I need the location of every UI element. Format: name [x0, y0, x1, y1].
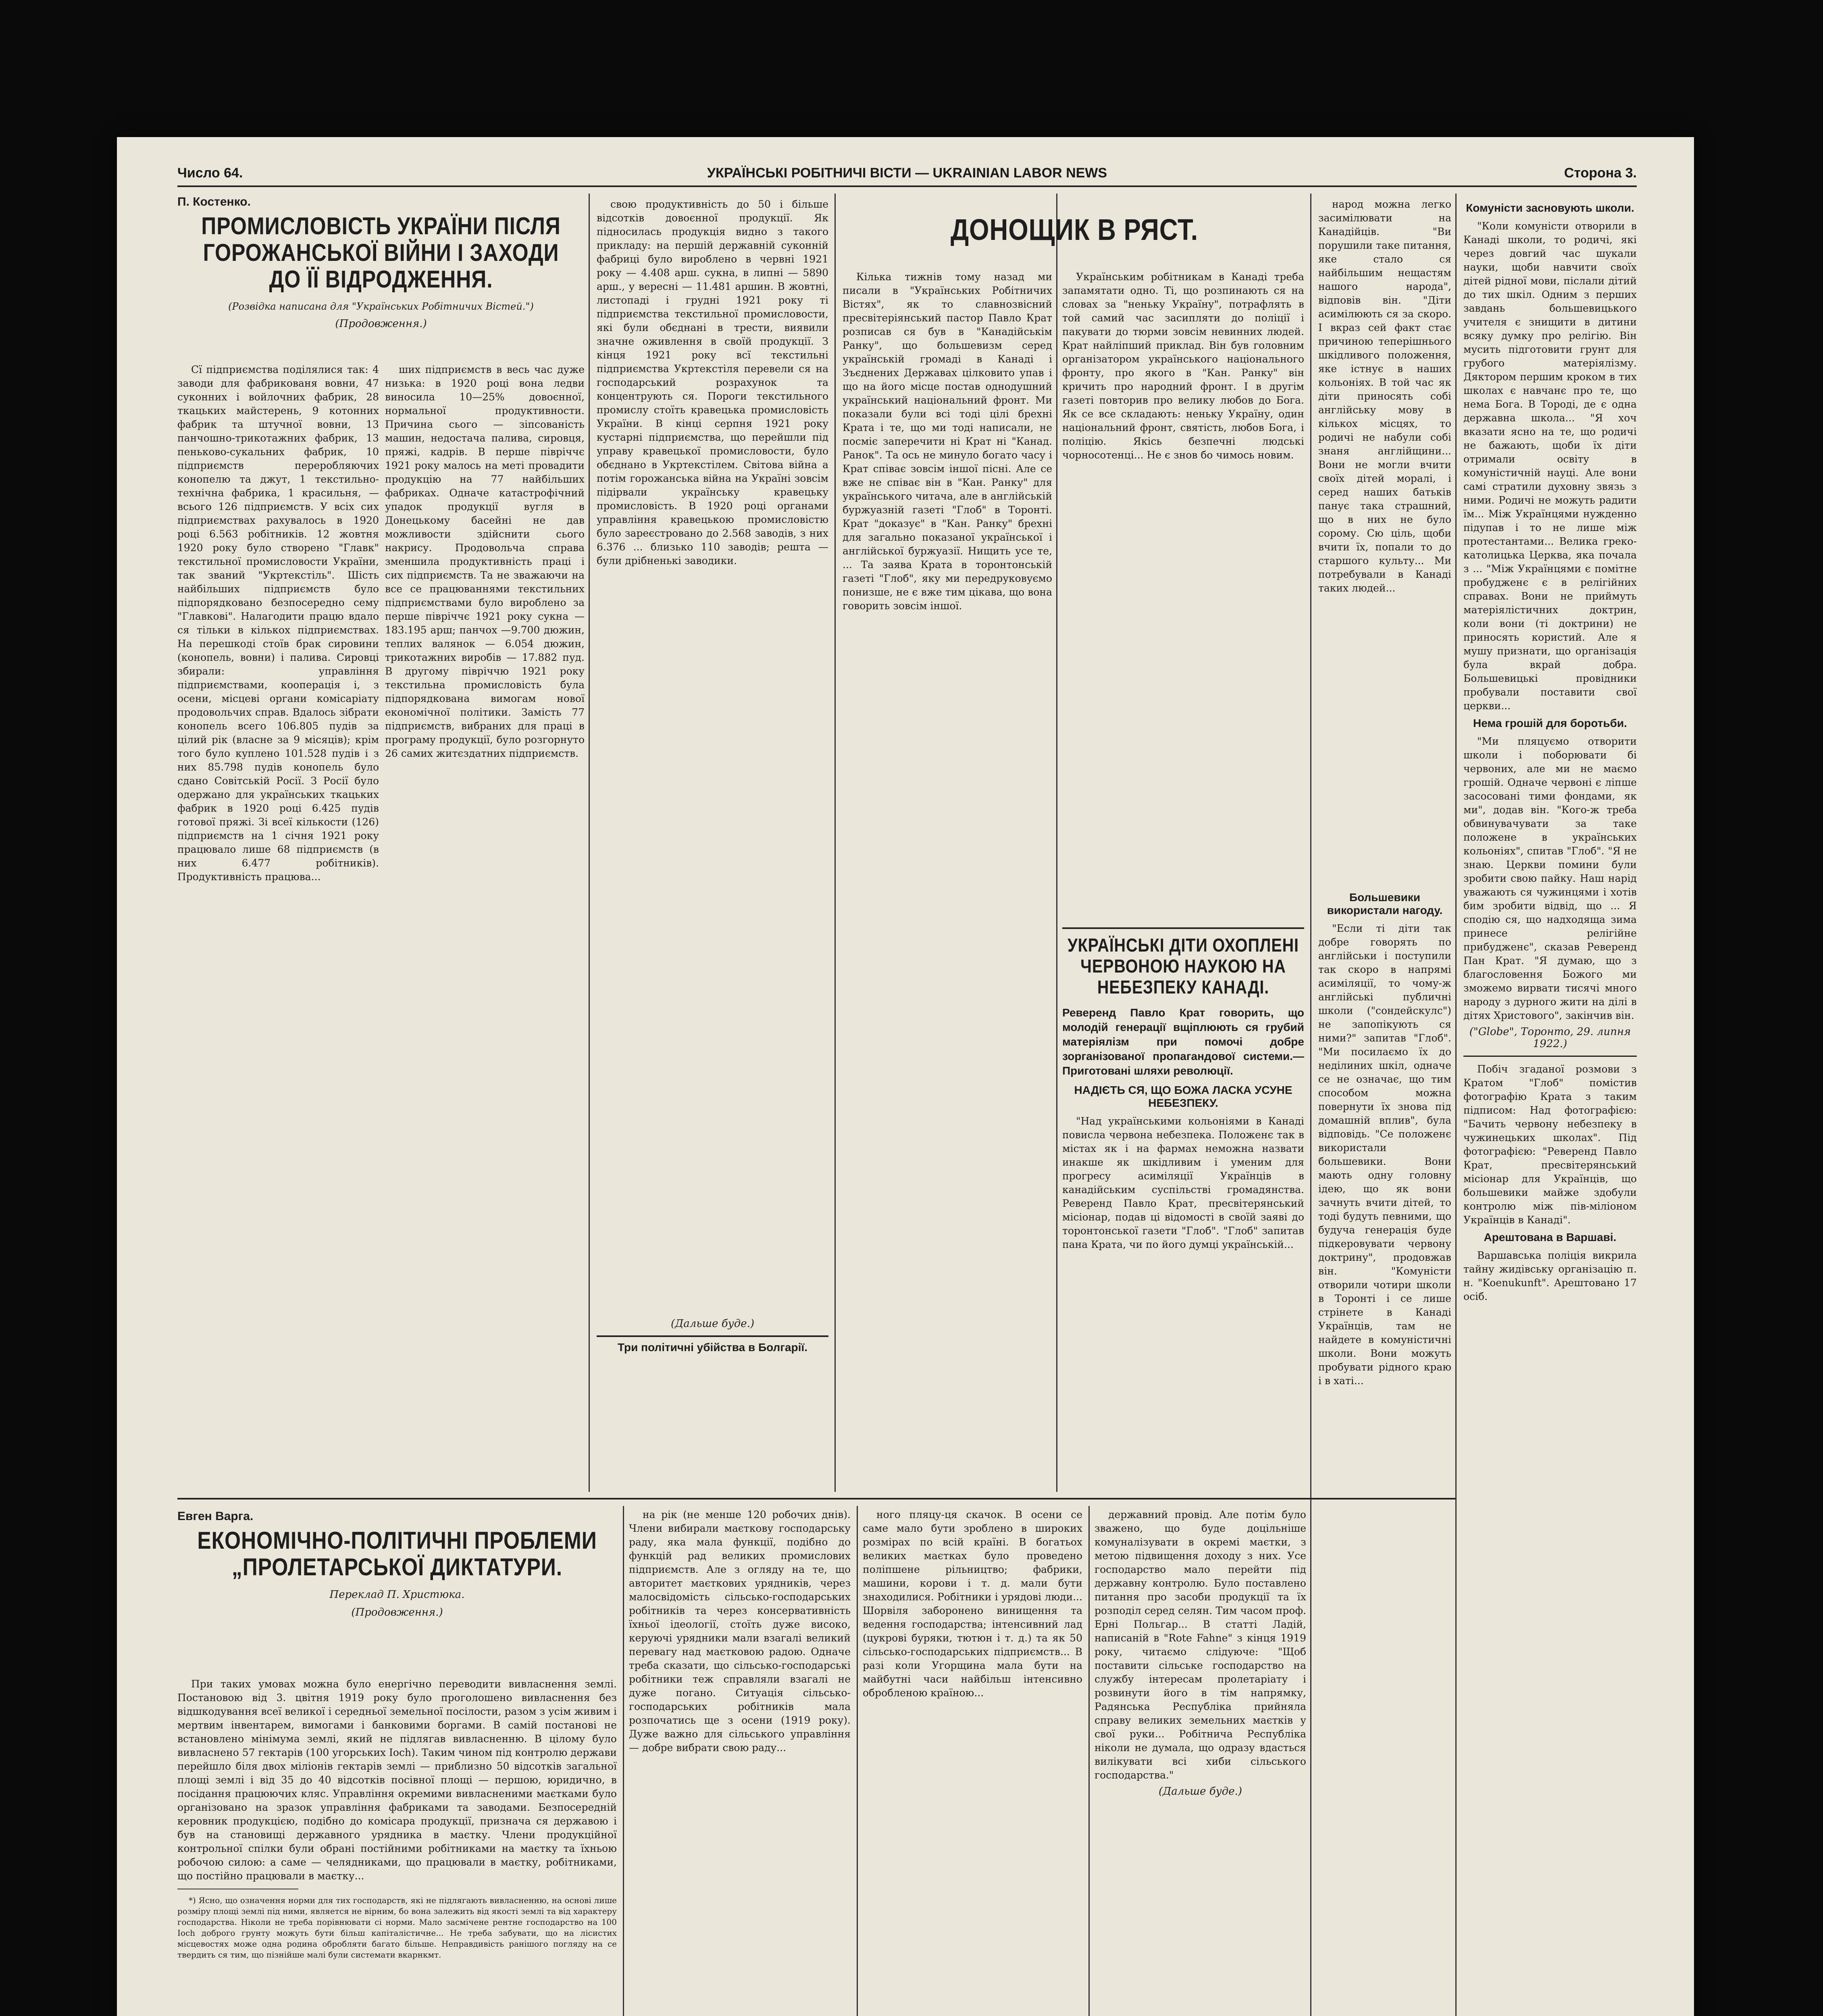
continued-note: (Продовження.) — [351, 1606, 443, 1618]
section-heading: Арештована в Варшаві. — [1484, 1231, 1617, 1243]
footnote: *) Ясно, що означення норми для тих господарств, які не підлягають вивласненню, на основі лише розміру площі землі під ними, является не вірним, бо вона залежить від якості землі та від характеру господарства. Ніколи не треба порівнювати сі норми. Мало засмічене рентне господарство на 100 Іоch доброго грунту можуть бути більш капіталістичне... Не треба забувати, що на лісистих місцевостях може одна родина обробляти багато більше. Неправдивість ранішого погляду на се твердить ся тим, що пізнійше малі були системати вкарнкмт. — [177, 1895, 617, 1960]
column-rule — [589, 194, 590, 1492]
section-rule — [177, 1498, 1455, 1500]
article-industry-col2 — [385, 363, 585, 1488]
headline: ПРОМИСЛОВІСТЬ УКРАЇНИ ПІСЛЯ ГОРОЖАНСЬКОЇ ВІЙНИ І ЗАХОДИ ДО ЇЇ ВІДРОДЖЕННЯ. — [201, 212, 561, 293]
page-number: Сторона 3. — [1564, 165, 1637, 181]
continued-note: (Продовження.) — [335, 318, 427, 330]
body-text: Українським робітникам в Канаді треба запамятати одно. Ті, що розпинають ся на словах за "неньку Україну", потрафлять в той самий час засипляти до поліції і пакувати до тюрми зовсім невинних людей. Крат найліпший приклад. Він був головним організатором українського національного фронту, про якого в "Кан. Ранку" він кричить про народний фронт. І в другім газеті повторив про велику любов до Бога. Як се все складають: неньку Україну, один національний фронт, святість, любов Бога, і поліцію. Якісь безпечні людські чорносотенці... Не є знов бо чимось новим. — [1062, 271, 1304, 461]
body-text: "Над українськими кольоніями в Канаді повисла червона небезпека. Положенє так в містах як і на фармах неможна назвати инакше як шкідливим і уменим для прогресу асиміляції Українців в канадійським суспільстві громадянства. Реверенд Павло Крат, пресвітерянський місіонар, подав ці відомості в своїй заяві до торонтонської газети "Глоб". "Глоб" запитав пана Крата, чи по його думці українській... — [1062, 1115, 1304, 1250]
bulgaria-box — [597, 1314, 828, 1492]
children-headline: УКРАЇНСЬКІ ДІТИ ОХОПЛЕНІ ЧЕРВОНОЮ НАУКОЮ НА НЕБЕЗПЕКУ КАНАДІ. — [1068, 935, 1299, 998]
dateline: ("Globe", Торонто, 29. липня 1922.) — [1469, 1026, 1631, 1050]
article-schools — [1463, 198, 1637, 2016]
column-rule — [835, 194, 836, 1492]
author: П. Костенко. — [177, 195, 251, 208]
continued-tag: (Дальше буде.) — [1159, 1785, 1242, 1797]
article-industry-col1 — [177, 363, 379, 1488]
body-text: При таких умовах можна було енергічно переводити вивласнення землі. Постановою від 3. цвітня 1919 року було проголошено вивласнення без відшкодування всеї великої і середньої земельної посілости, разом з усім живим і мертвим інвентарем, вимогами і банковими боргами. В самій постанові не встановлено мінімума землі, який не підлягав вивласненню. В цілому було вивласнено 57 гектарів (100 угорських Іоch). Таким чином під контролю держави перейшло біля двох міліонів гектарів землі — приблизно 50 відсотків загальної площі землі і від 35 до 40 відсотків посівної площі — першою, юридично, в посідання працюючих кляс. Управління окремими вивласненими маєтками було організовано на зразок управління фабриками та заводами. Безпосередній керовник продукцією, подібно до комісара продукції, признача ся державою і був на становищі державного урядника в маєтку. Члени продукційної контрольної спілки були обрані постійними робітниками на маєтку та їхньою робочою силою: а саме — челядниками, що працювали в маєтку, робітниками, що постійно працювали в маєтку... — [177, 1678, 617, 1882]
body-text: Варшавська поліція викрила тайну жидівську організацію п. н. "Koenukunft". Арештовано 17 осіб. — [1463, 1250, 1637, 1302]
body-text: Побіч згаданої розмови з Кратом "Глоб" помістив фотографію Крата з таким підписом: Над фотографією: "Бачить червону небезпеку в чужинецьких школах". Під фотографією: "Реверенд Павло Крат, пресвітерянський місіонар для Українців, що большевики майже здобули контролю між пів-міліоном Українців в Канаді". — [1463, 1063, 1637, 1226]
column-rule — [1056, 194, 1057, 1492]
section-heading: Нема грошій для боротьби. — [1473, 717, 1627, 729]
section-heading: Большевики використали нагоду. — [1327, 891, 1443, 916]
issue-number: Число 64. — [177, 165, 243, 181]
subtitle: (Розвідка написана для "Українських Робітничих Вістей.") — [228, 301, 534, 312]
article-informer-heading — [843, 198, 1306, 270]
body-text: "Если ті діти так добре говорять по англійськи і поступили так скоро в напрямі асиміляції, то чому-ж англійські публичні школи ("сондейскулс") не запопікують ся ними?" запитав "Глоб". "Ми посилаємо їх до неділиних шкіл, одначе се не означає, що тим способом можна повернути їх знова під домашній вплив", була відповідь. "Се положенє використали большевики. Вони мають одну головну ідею, що як вони зачнуть вчити дітей, то тоді будуть певними, що будуча генерація буде підкеровувати червону доктрину", продовжав він. "Комуністи отворили чотири школи в Торонті і се лише стрінете в Канаді Українців, там не найдете в комуністичні школи. Вони можуть пробувати рідного краю і в хаті... — [1318, 923, 1451, 1387]
headline: ЕКОНОМІЧНО-ПОЛІТИЧНІ ПРОБЛЕМИ „ПРОЛЕТАРСЬКОЇ ДИКТАТУРИ. — [197, 1527, 597, 1581]
bolsheviks-section — [1318, 887, 1451, 1492]
author: Евген Варга. — [177, 1510, 254, 1523]
body-text: на рік (не менше 120 робочих днів). Члени вибирали маєткову господарську раду, яка мала функції, подібно до функцій рад великих промислових підприємств. Але з огляду на те, що авторитет маєткових урядників, через малосвідомість сільсько-господарських робітників та через консервативність їхньої ідеології, стоїть дуже високо, керуючі урядники мали взагалі великий перевагу над маєтковою радою. Одначе треба сказати, що сільсько-господарські робітники теж справляли взагалі не дуже погано. Ситуація сільсько-господарських робітників мала розпочатись ще з осени (1919 року). Дуже важно для сільського управління — добре вибрати свою раду... — [629, 1509, 851, 1754]
translator: Переклад П. Христюка. — [329, 1589, 465, 1601]
body-text: "Ми пляцуємо отворити школи і поборювати бі червоних, але ми не маємо грошій. Одначе червоні є ліпше засосовані тими фондами, як ми", додав він. "Кого-ж треба обвинувачувати за таке положене в українських кольоніях", спитав "Глоб". "Я не знаю. Церкви помини були зробити свою пайку. Наш нарід уважають ся чужинцями і хотів бим зробити відвід, що ... Я сподію ся, що надходяща зима принесе релігійне прибудженє", сказав Реверенд Пан Крат. "Я думаю, що з благословення Божого ми зможемо вирвати тисячі много народу з дурного жити на ділі в дітях Христового", закінчив він. — [1463, 735, 1637, 1021]
column-rule — [1088, 1506, 1090, 2016]
article-varga-col4 — [1095, 1508, 1306, 2016]
body-text: Сї підприємства поділялися так: 4 заводи для фабрикованя вовни, 47 суконних і войлочних фабрик, 28 ткацьких майстерень, 9 котонних фабрик та штучної вовни, 13 панчошно-трикотажних фабрик, 13 пеньково-сукальних фабрик, 10 підприємств переробляючих конопелю та джут, 1 текстильно-технічна фабрика, 1 красильня, — всього 126 підприємств. У всіх сих підприємствах рахувалось в 1920 році 6.563 робітників. 12 жовтня 1920 року було створено "Главк" текстильної промисловости України, так званий "Укртекстіль". Шість найбільших підприємств було підпорядковано безпосередно сему "Главкові". Налагодити працю вдало ся тільки в кількох підприємствах. На перешкоді стоїв брак сировини (конопель, вовни) і палива. Сировці збирали: управління підприємствами, кооперація і, з осени, місцеві органи комісаріату продовольчих справ. Вдалось зібрати конопель всего 106.805 пудів за цілий рік (власне за 9 місяців); крім того було куплено 101.528 пудів і з них 85.798 пудів конопель було сдано Совітській Росії. З Росії було одержано для українських ткацьких фабрик в 1920 році 6.425 пудів готової пряжі. Зі всеї кількости (126) підприємств на 1 січня 1921 року працювало лише 68 підприємств (в них 6.477 робітників). Продуктивність працюва... — [177, 364, 379, 883]
masthead-title: УКРАЇНСЬКІ РОБІТНИЧІ ВІСТИ — UKRAINIAN LABOR NEWS — [707, 165, 1107, 181]
column-rule — [1310, 194, 1311, 2016]
article-varga-heading — [177, 1508, 617, 1677]
newspaper-page — [117, 137, 1694, 2016]
article-informer-col3 — [1318, 198, 1451, 883]
article-industry-col3 — [597, 198, 828, 1310]
continued-tag: (Дальше буде.) — [671, 1318, 754, 1330]
column-rule — [1455, 194, 1457, 2016]
article-varga-col2 — [629, 1508, 851, 2016]
column-rule — [623, 1506, 624, 2016]
body-text: "Коли комуністи отворили в Канаді школи, то родичі, які через довгий час шукали науки, щоби навчити своїх дітей рідної мови, післали дітий до тих шкіл. Одним з перших завдань большевицького учителя є знищити в дитини всяку думку про релігію. Він мусить підготовити грунт для грубого матеріялізму. Дяктором першим кроком в тих школах є навчанє про те, що нема Бога. В Тороді, де є одна державна школа... "Я хоч вказати ясно на те, що родичі не бажають, щоби їх діти отримали освіту в комуністичній науці. Але вони самі стратили духовну звязь з ними. Родичі не можуть радити їм... Між Українцями нужденно підупав і то не лише між протестантами... Велика греко-католицька Церква, яка почала з ... "Між Українцями є помітне пробудженє є в релігійних справах. Вони не приймуть матеріялістичних доктрин, коли вони (ті доктрини) не приносять користий. Але я мушу признати, що організація була вкрай добра. Большевицькі провідники пробували поставити свої церкви... — [1463, 220, 1637, 712]
section-heading: Комуністи засновують школи. — [1466, 202, 1634, 214]
article-varga-col3 — [863, 1508, 1082, 2016]
article-children — [1062, 927, 1304, 1492]
column-rule — [857, 1506, 858, 2016]
body-text: ших підприємств в весь час дуже низька: в 1920 році вона ледви виносила 10—25% довоєнної, нормальної продуктивности. Причина сього — зіпсованість машин, недостача палива, сировця, пряжі, кадрів. В перше півріччє 1921 року малось на меті провадити продукцію на 77 найбільших фабриках. Одначе катастрофічний упадок продукції вугля в Донецькому басейні не дав можливости здійснити сього накрису. Продовольча справа зменшила продуктивність праці і сих підприємств. Та не зважаючи на все се працюваннями текстильних підприємствами було вироблено за перше півріччє 1921 року сукна — 183.195 арш; панчох —9.700 дюжин, теплих валянок — 6.054 дюжин, трикотажних виробів — 17.882 пуд. В другому півріччю 1921 року текстильна промисловість була підпорядкована вимогам нової економічної політики. Замість 77 підприємств, вибраних для праці в програму продукції, було розгорнуто 26 самих житєздатних підприємств. — [385, 364, 585, 759]
article-informer-col2 — [1062, 270, 1304, 923]
masthead-bar — [177, 161, 1637, 187]
article-varga-col1 — [177, 1677, 617, 2016]
body-text: державний провід. Але потім було зважено, що буде доцільніше комуналізувати в окремі маєтки, з метою підвищення доходу з них. Усе господарство мало перейти під державну контролю. Було поставлено питання про засоби продукції та їх розподіл серед селян. Тим часом проф. Ерні Польгар... В статті Ладій, написаній в "Rote Fahne" з кінця 1919 року, читаємо слідуюче: "Щоб поставити сільське господарство на службу інтересам пролетаріату і розвинути його в тім напрямку, Радянська Республіка прийняла справу великих земельних маєтків у свої руки... Робітнича Республіка ніколи не думала, що одразу вдасться вилікувати всі хиби сільського господарства." — [1095, 1509, 1306, 1781]
headline: ДОНОЩИК В РЯСТ. — [950, 213, 1199, 246]
children-subhead: НАДІЄТЬ СЯ, ЩО БОЖА ЛАСКА УСУНЕ НЕБЕЗПЕКУ. — [1074, 1084, 1292, 1109]
body-text: Кілька тижнів тому назад ми писали в "Українських Робітничих Вістях", як то славнозвісний пресвітеріянський пастор Павло Крат розписав ся був в "Канадійськім Ранку", що большевизм серед українській громаді в Канаді і Зъєднених Державах цілковито упав і що на його місце постав однодушний український національний фронт. Ми показали були всі тоді цілі брехні Крата і те, що ми тоді написали, не посміє заперечити ні Крат ні "Канад. Ранок". Та ось не минуло богато часу і Крат співає зовсім іншої пісні. Але се вже не співає він в "Кан. Ранку" для українського читача, але в англійській буржуазній газеті "Глоб" в Торонті. Крат "доказує" в "Кан. Ранку" брехні для загально показаної української і англійської буржуазії. Нищить усе те, ... Та заява Крата в торонтонській газеті "Глоб", яку ми передруковуємо понизше, не є вже тим цікава, що вона говорить зовсім іншої. — [843, 271, 1052, 612]
body-text: народ можна легко засимілювати на Канадійців. "Ви порушили таке питання, яке стало ся найбільшим нещастям нашого народа", відповів він. "Діти асимілюють ся за скоро. І вкраз сей факт стає причиною теперішнього шкідливого положення, яке істнує в наших кольоніях. В той час як діти приносять собі англійську мову в кількох місцях, то родичі не набули собі знаня англійщини... Вони не могли вчити своїх дітей моралі, і серед наших батьків панує така страшний, що в них не було сорому. Сю ціль, щоби вчити їх, попали то до старшого культу... Ми потребували в Канаді таких людей... — [1318, 198, 1451, 594]
children-lead: Реверенд Павло Крат говорить, що молодій генерації вщіплюють ся грубий матеріялізм при помочі добре зорганізованої пропагандової системи.—Приготовані шляхи революції. — [1062, 1006, 1304, 1077]
body-text: ного пляцу-ця скачок. В осени се саме мало бути зроблено в широких розмірах по всій країні. В богатьох великих маєтках було проведено поліпшене рільництво; фабрики, машини, корови і т. д. мали бути знаходилися. Робітники і урядові люди... Шорвіля заборонено винищення та ведення господарства; інтенсивний лад (цукрові буряки, тютюн і т. д.) та як 50 сільсько-господарських підприємств... В разі коли Угорщина мала бути на майбутні часи найбільш інтенсивно обробленою країною... — [863, 1509, 1082, 1699]
article-informer-col1 — [843, 270, 1052, 1492]
bulgaria-headline: Три політичні убійства в Болгарії. — [617, 1341, 808, 1354]
body-text: свою продуктивність до 50 і більше відсотків довоєнної продукції. Як підносилась продукція видно з такого прикладу: на першій державній суконній фабриці було вироблено в червні 1921 року — 4.408 арш. сукна, в липні — 5890 арш., у вересні — 11.481 аршин. В жовтні, листопаді і грудні 1921 року ті підприємства текстильної промисловости, які були обєднані в трести, виявили значне оживлення в своїй продукції. З кінця 1921 року всї текстильні підприємства Укртекстіля перевели ся на господарський розрахунок та концентрують ся. Пороги текстильного промислу стоїть кравецька промисловість України. В кінці серпня 1921 року кустарні підприємства, що перейшли під управу кравецької промисловости, було обєднано в Укртекстілем. Світова війна а потім горожанська війна на Україні зовсім підірвали українську кравецьку промисловість. В 1920 році органами управління кравецькою промисловістю було зареєстровано до 2.568 заводів, з них 6.376 ... близько 110 заводів; решта — були дрібненькі заводики. — [597, 198, 828, 566]
